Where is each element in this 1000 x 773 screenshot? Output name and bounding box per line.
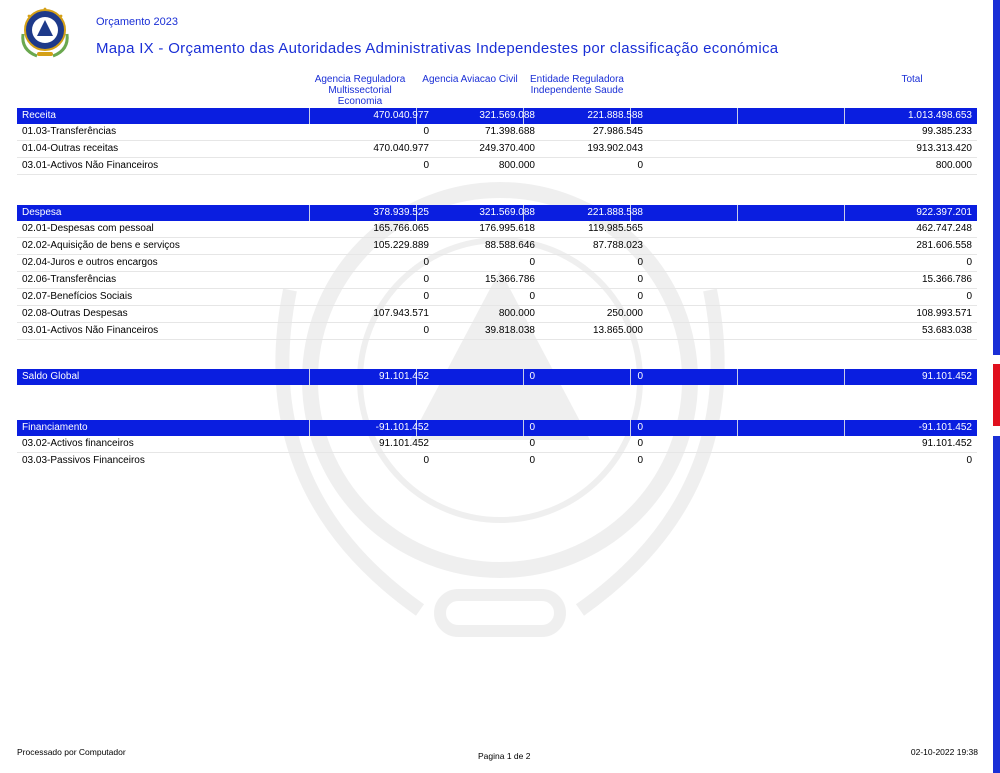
edge-bar-blue-lower [993,436,1000,773]
row-value: 0 [423,126,429,137]
row-total: 91.101.452 [921,438,972,449]
band-total: 922.397.201 [916,207,972,218]
band-value: 221.888.588 [587,110,643,121]
row-value: 0 [423,455,429,466]
row-label: 02.08-Outras Despesas [22,308,128,319]
band-label: Saldo Global [22,371,80,382]
row-value: 249.370.400 [479,143,535,154]
band-receita [17,108,977,124]
table-row [17,435,977,453]
band-value: 0 [529,371,535,382]
row-value: 107.943.571 [373,308,429,319]
row-value: 0 [529,455,535,466]
row-label: 03.01-Activos Não Financeiros [22,325,159,336]
row-total: 0 [966,291,972,302]
row-value: 119.985.565 [588,223,643,234]
row-value: 0 [637,160,643,171]
table-row [17,123,977,141]
band-value: 378.939.525 [373,207,429,218]
row-value: 0 [637,257,643,268]
band-label: Receita [22,110,56,121]
table-row [17,271,977,289]
row-total: 800.000 [935,160,972,171]
row-label: 02.06-Transferências [22,274,117,285]
band-total: -91.101.452 [918,422,972,433]
table-row [17,220,977,238]
row-total: 53.683.038 [921,325,972,336]
row-value: 0 [423,160,429,171]
row-total: 281.606.558 [916,240,972,251]
band-financiamento [17,420,977,436]
row-total: 0 [966,257,972,268]
row-label: 03.03-Passivos Financeiros [22,455,145,466]
row-value: 105.229.889 [373,240,429,251]
row-total: 913.313.420 [916,143,972,154]
row-value: 0 [529,291,535,302]
table-row [17,157,977,175]
band-value: 0 [529,422,535,433]
row-label: 03.02-Activos financeiros [22,438,134,449]
footer-timestamp: 02-10-2022 19:38 [910,747,978,757]
row-value: 165.766.065 [373,223,429,234]
table-row [17,305,977,323]
row-value: 71.398.688 [484,126,535,137]
row-value: 91.101.452 [378,438,429,449]
row-label: 02.04-Juros e outros encargos [22,257,158,268]
band-label: Despesa [22,207,62,218]
row-value: 27.986.545 [592,126,643,137]
row-value: 0 [637,274,643,285]
col-header-total: Total [901,74,923,85]
row-value: 0 [423,257,429,268]
row-total: 15.366.786 [921,274,972,285]
footer-processed: Processado por Computador [17,747,126,757]
band-label: Financiamento [22,422,88,433]
table-row [17,237,977,255]
band-total: 91.101.452 [921,371,972,382]
band-value: 0 [637,422,643,433]
row-value: 15.366.786 [484,274,535,285]
table-row [17,322,977,340]
band-saldo-global [17,369,977,385]
band-value: 321.569.088 [479,207,535,218]
row-label: 01.03-Transferências [22,126,117,137]
report-title: Mapa IX - Orçamento das Autoridades Administrativas Independestes por classificação económica [96,40,779,57]
band-despesa [17,205,977,221]
row-value: 0 [637,455,643,466]
col-header-arme: Agencia Reguladora Multissectorial Economia [314,74,406,107]
edge-bar-blue [993,0,1000,355]
row-value: 193.902.043 [587,143,643,154]
footer-page-number: Pagina 1 de 2 [478,751,531,761]
row-value: 0 [423,274,429,285]
row-label: 02.01-Despesas com pessoal [22,223,154,234]
edge-bar-red [993,364,1000,426]
row-value: 176.995.618 [479,223,535,234]
row-label: 02.02-Aquisição de bens e serviços [22,240,180,251]
row-total: 99.385.233 [921,126,972,137]
coat-of-arms-logo [17,4,73,60]
row-value: 250.000 [606,308,643,319]
table-row [17,254,977,272]
row-label: 02.07-Benefícios Sociais [22,291,133,302]
band-total: 1.013.498.653 [908,110,972,121]
row-total: 0 [966,455,972,466]
band-value: 221.888.588 [587,207,643,218]
row-value: 470.040.977 [373,143,429,154]
row-value: 39.818.038 [484,325,535,336]
row-value: 0 [423,291,429,302]
col-header-eris: Entidade Reguladora Independente Saude [530,74,624,96]
row-value: 800.000 [498,160,535,171]
band-value: 470.040.977 [373,110,429,121]
row-label: 03.01-Activos Não Financeiros [22,160,159,171]
row-value: 87.788.023 [592,240,643,251]
col-header-aac: Agencia Aviacao Civil [422,74,518,85]
table-row [17,288,977,306]
row-value: 13.865.000 [592,325,643,336]
report-pretitle: Orçamento 2023 [96,16,178,28]
row-value: 0 [529,257,535,268]
row-value: 0 [529,438,535,449]
row-value: 0 [423,325,429,336]
band-value: -91.101.452 [375,422,429,433]
band-value: 0 [637,371,643,382]
table-row [17,140,977,158]
row-total: 462.747.248 [916,223,972,234]
row-value: 0 [637,291,643,302]
band-value: 321.569.088 [479,110,535,121]
table-row [17,452,977,469]
row-label: 01.04-Outras receitas [22,143,119,154]
row-value: 88.588.646 [484,240,535,251]
row-value: 0 [637,438,643,449]
row-value: 800.000 [498,308,535,319]
row-total: 108.993.571 [916,308,972,319]
band-value: 91.101.452 [378,371,429,382]
